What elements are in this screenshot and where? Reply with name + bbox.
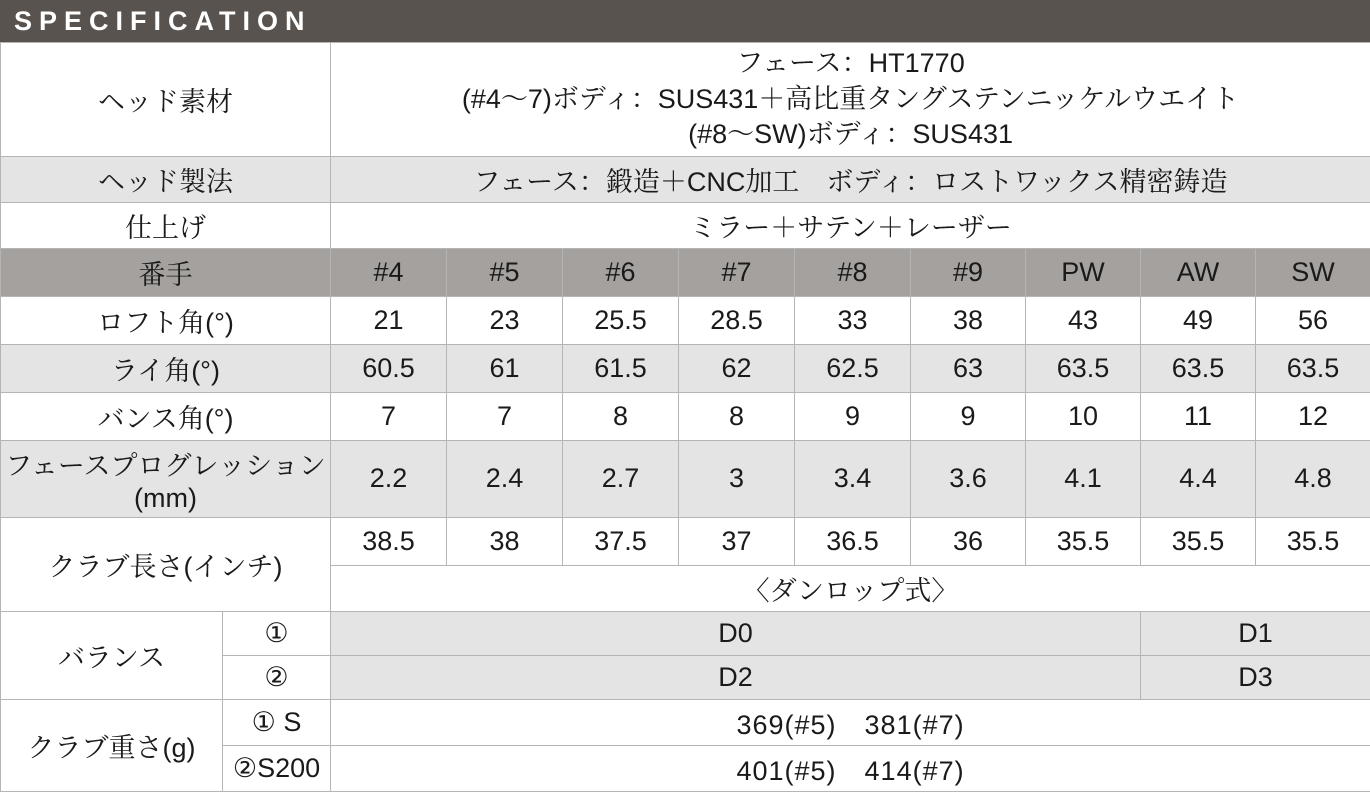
club-number-cell: #4	[331, 248, 447, 296]
lie-value: 62	[679, 344, 795, 392]
club-number-label: 番手	[1, 248, 331, 296]
club-number-cell: SW	[1256, 248, 1370, 296]
lie-value: 63	[911, 344, 1026, 392]
weight-sub-label-2: ②S200	[223, 745, 331, 791]
dunlop-note: 〈ダンロップ式〉	[331, 565, 1370, 611]
loft-label: ロフト角(°)	[1, 296, 331, 344]
club-length-value: 37	[679, 517, 795, 565]
face-progression-value: 3.6	[911, 440, 1026, 517]
bounce-value: 12	[1256, 392, 1370, 440]
table-row-loft	[1, 296, 1370, 344]
head-method-label: ヘッド製法	[1, 156, 331, 202]
bounce-value: 8	[679, 392, 795, 440]
weight-sub-label-1: ① S	[223, 699, 331, 745]
face-progression-value: 2.7	[563, 440, 679, 517]
club-number-cell: #5	[447, 248, 563, 296]
head-material-value	[331, 43, 1370, 157]
face-progression-value: 2.2	[331, 440, 447, 517]
head-material-line-2: (#4〜7)ボディ：SUS431＋高比重タングステンニッケルウエイト	[461, 83, 1240, 114]
club-length-value: 37.5	[563, 517, 679, 565]
club-length-value: 35.5	[1026, 517, 1141, 565]
face-progression-label: フェースプログレッション(mm)	[1, 440, 331, 517]
lie-value: 60.5	[331, 344, 447, 392]
table-row-balance-1	[1, 611, 1370, 655]
table-row-head-method	[1, 156, 1370, 202]
weight-value-2: 401(#5) 414(#7)	[331, 745, 1370, 791]
loft-value: 49	[1141, 296, 1256, 344]
club-number-cell: AW	[1141, 248, 1256, 296]
club-number-cell: #8	[795, 248, 911, 296]
bounce-label: バンス角(°)	[1, 392, 331, 440]
table-row-weight-1	[1, 699, 1370, 745]
lie-label: ライ角(°)	[1, 344, 331, 392]
loft-value: 33	[795, 296, 911, 344]
balance-sub-label-2: ②	[223, 655, 331, 699]
lie-value: 63.5	[1026, 344, 1141, 392]
bounce-value: 9	[795, 392, 911, 440]
club-length-value: 38.5	[331, 517, 447, 565]
lie-value: 61	[447, 344, 563, 392]
balance-label: バランス	[1, 611, 223, 699]
table-row-finish	[1, 202, 1370, 248]
bounce-value: 7	[331, 392, 447, 440]
finish-label: 仕上げ	[1, 202, 331, 248]
club-number-cell: #9	[911, 248, 1026, 296]
head-material-label: ヘッド素材	[1, 43, 331, 157]
face-progression-value: 3.4	[795, 440, 911, 517]
balance-value-main-2: D2	[331, 655, 1141, 699]
lie-value: 61.5	[563, 344, 679, 392]
loft-value: 43	[1026, 296, 1141, 344]
table-row-face-progression	[1, 440, 1370, 517]
face-progression-value: 3	[679, 440, 795, 517]
lie-value: 63.5	[1256, 344, 1370, 392]
club-length-value: 38	[447, 517, 563, 565]
table-row-bounce	[1, 392, 1370, 440]
bounce-value: 10	[1026, 392, 1141, 440]
head-material-line-1: フェース：HT1770	[736, 48, 965, 78]
club-length-value: 36.5	[795, 517, 911, 565]
weight-value-1: 369(#5) 381(#7)	[331, 699, 1370, 745]
balance-value-right-2: D3	[1141, 655, 1370, 699]
bounce-value: 7	[447, 392, 563, 440]
club-number-cell: #7	[679, 248, 795, 296]
head-method-value: フェース：鍛造＋CNC加工 ボディ：ロストワックス精密鋳造	[331, 156, 1370, 202]
head-material-line-3: (#8〜SW)ボディ：SUS431	[688, 119, 1013, 150]
finish-value: ミラー＋サテン＋レーザー	[331, 202, 1370, 248]
loft-value: 21	[331, 296, 447, 344]
club-length-value: 36	[911, 517, 1026, 565]
loft-value: 38	[911, 296, 1026, 344]
lie-value: 63.5	[1141, 344, 1256, 392]
specification-table	[0, 42, 1370, 792]
club-length-label: クラブ長さ(インチ)	[1, 517, 331, 611]
face-progression-value: 4.1	[1026, 440, 1141, 517]
page-title: SPECIFICATION	[0, 0, 1370, 42]
bounce-value: 11	[1141, 392, 1256, 440]
table-row-club-length	[1, 517, 1370, 565]
balance-value-right-1: D1	[1141, 611, 1370, 655]
club-number-cell: #6	[563, 248, 679, 296]
table-row-club-numbers	[1, 248, 1370, 296]
bounce-value: 9	[911, 392, 1026, 440]
club-length-value: 35.5	[1141, 517, 1256, 565]
loft-value: 28.5	[679, 296, 795, 344]
bounce-value: 8	[563, 392, 679, 440]
loft-value: 23	[447, 296, 563, 344]
face-progression-value: 2.4	[447, 440, 563, 517]
face-progression-value: 4.8	[1256, 440, 1370, 517]
face-progression-value: 4.4	[1141, 440, 1256, 517]
lie-value: 62.5	[795, 344, 911, 392]
weight-label: クラブ重さ(g)	[1, 699, 223, 791]
club-number-cell: PW	[1026, 248, 1141, 296]
loft-value: 56	[1256, 296, 1370, 344]
table-row-lie	[1, 344, 1370, 392]
loft-value: 25.5	[563, 296, 679, 344]
table-row-head-material	[1, 43, 1370, 157]
balance-value-main-1: D0	[331, 611, 1141, 655]
club-length-value: 35.5	[1256, 517, 1370, 565]
balance-sub-label-1: ①	[223, 611, 331, 655]
